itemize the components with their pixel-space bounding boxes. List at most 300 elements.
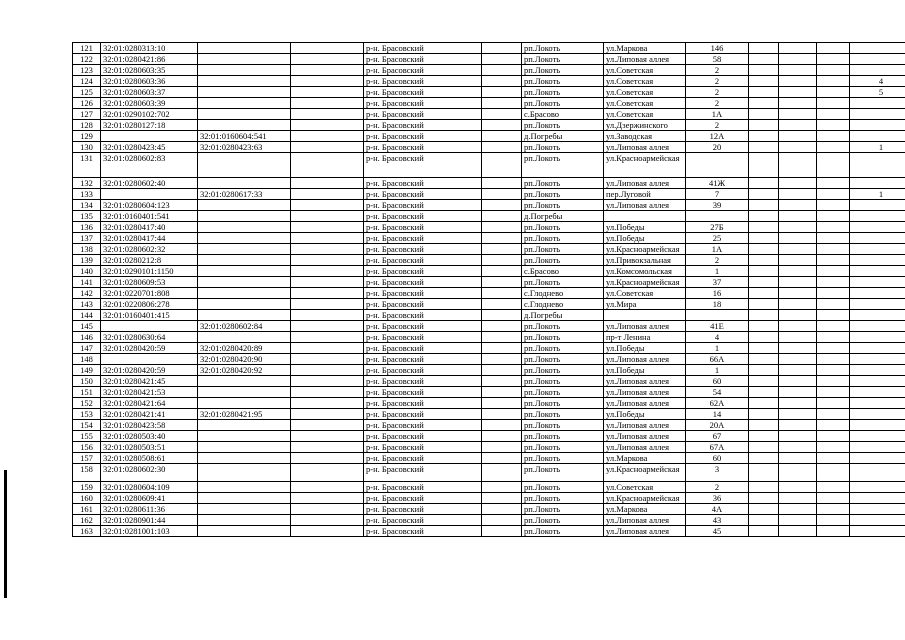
empty-cell: [482, 482, 522, 493]
empty-cell: [482, 420, 522, 431]
related-cadastral-cell: [198, 109, 291, 120]
related-cadastral-cell: 32:01:0280423:63: [198, 142, 291, 153]
related-cadastral-cell: [198, 493, 291, 504]
related-cadastral-cell: [198, 431, 291, 442]
empty-cell: [749, 153, 779, 178]
empty-cell: [291, 178, 364, 189]
settlement-cell: рп.Локоть: [522, 420, 604, 431]
cadastral-number-cell: 32:01:0280212:8: [101, 255, 198, 266]
empty-cell: [817, 365, 850, 376]
house-number-cell: 54: [686, 387, 749, 398]
cadastral-number-cell: 32:01:0280417:44: [101, 233, 198, 244]
empty-cell: [482, 120, 522, 131]
house-number-cell: 18: [686, 299, 749, 310]
empty-cell: [749, 332, 779, 343]
empty-cell: [779, 504, 817, 515]
extra-value-cell: [850, 482, 905, 493]
district-cell: р-н. Брасовский: [364, 288, 482, 299]
cadastral-number-cell: 32:01:0280421:86: [101, 54, 198, 65]
registry-rows: [73, 43, 905, 537]
empty-cell: [779, 244, 817, 255]
settlement-cell: рп.Локоть: [522, 87, 604, 98]
empty-cell: [749, 178, 779, 189]
empty-cell: [291, 504, 364, 515]
row-number-cell: 129: [73, 131, 101, 142]
table-row: [73, 87, 905, 98]
table-row: [73, 178, 905, 189]
empty-cell: [291, 142, 364, 153]
settlement-cell: с.Брасово: [522, 109, 604, 120]
extra-value-cell: [850, 442, 905, 453]
table-row: [73, 526, 905, 537]
district-cell: р-н. Брасовский: [364, 299, 482, 310]
empty-cell: [749, 387, 779, 398]
house-number-cell: 2: [686, 255, 749, 266]
row-number-cell: 151: [73, 387, 101, 398]
related-cadastral-cell: [198, 211, 291, 222]
empty-cell: [817, 54, 850, 65]
empty-cell: [749, 493, 779, 504]
cadastral-number-cell: 32:01:0280423:58: [101, 420, 198, 431]
row-number-cell: 140: [73, 266, 101, 277]
settlement-cell: рп.Локоть: [522, 431, 604, 442]
empty-cell: [482, 65, 522, 76]
table-row: [73, 332, 905, 343]
extra-value-cell: [850, 266, 905, 277]
settlement-cell: рп.Локоть: [522, 277, 604, 288]
house-number-cell: 2: [686, 87, 749, 98]
table-row: [73, 493, 905, 504]
empty-cell: [291, 131, 364, 142]
street-cell: ул.Красноармейская: [604, 153, 686, 178]
empty-cell: [749, 255, 779, 266]
empty-cell: [291, 244, 364, 255]
row-number-cell: 148: [73, 354, 101, 365]
empty-cell: [817, 222, 850, 233]
street-cell: ул.Привокзальная: [604, 255, 686, 266]
street-cell: ул.Дзержинского: [604, 120, 686, 131]
related-cadastral-cell: [198, 233, 291, 244]
house-number-cell: 66А: [686, 354, 749, 365]
extra-value-cell: [850, 310, 905, 321]
extra-value-cell: [850, 244, 905, 255]
row-number-cell: 135: [73, 211, 101, 222]
row-number-cell: 123: [73, 65, 101, 76]
empty-cell: [749, 365, 779, 376]
empty-cell: [817, 504, 850, 515]
table-row: [73, 354, 905, 365]
street-cell: ул.Липовая аллея: [604, 387, 686, 398]
empty-cell: [291, 109, 364, 120]
related-cadastral-cell: [198, 464, 291, 482]
cadastral-number-cell: 32:01:0280602:32: [101, 244, 198, 255]
settlement-cell: рп.Локоть: [522, 387, 604, 398]
district-cell: р-н. Брасовский: [364, 43, 482, 54]
settlement-cell: рп.Локоть: [522, 515, 604, 526]
extra-value-cell: [850, 54, 905, 65]
empty-cell: [749, 76, 779, 87]
empty-cell: [482, 255, 522, 266]
street-cell: ул.Липовая аллея: [604, 321, 686, 332]
cadastral-number-cell: [101, 189, 198, 200]
related-cadastral-cell: [198, 98, 291, 109]
empty-cell: [779, 189, 817, 200]
empty-cell: [817, 493, 850, 504]
related-cadastral-cell: [198, 76, 291, 87]
empty-cell: [291, 288, 364, 299]
empty-cell: [482, 493, 522, 504]
extra-value-cell: [850, 387, 905, 398]
empty-cell: [749, 244, 779, 255]
empty-cell: [482, 431, 522, 442]
table-row: [73, 464, 905, 482]
table-row: [73, 288, 905, 299]
empty-cell: [291, 453, 364, 464]
extra-value-cell: [850, 464, 905, 482]
row-number-cell: 162: [73, 515, 101, 526]
extra-value-cell: [850, 409, 905, 420]
table-row: [73, 131, 905, 142]
empty-cell: [817, 211, 850, 222]
row-number-cell: 128: [73, 120, 101, 131]
house-number-cell: 1: [686, 266, 749, 277]
street-cell: ул.Победы: [604, 233, 686, 244]
empty-cell: [749, 43, 779, 54]
related-cadastral-cell: [198, 87, 291, 98]
empty-cell: [291, 515, 364, 526]
extra-value-cell: [850, 153, 905, 178]
empty-cell: [749, 233, 779, 244]
cadastral-number-cell: 32:01:0220806:278: [101, 299, 198, 310]
settlement-cell: рп.Локоть: [522, 332, 604, 343]
district-cell: р-н. Брасовский: [364, 178, 482, 189]
empty-cell: [749, 120, 779, 131]
related-cadastral-cell: [198, 178, 291, 189]
empty-cell: [749, 310, 779, 321]
empty-cell: [482, 222, 522, 233]
empty-cell: [817, 120, 850, 131]
related-cadastral-cell: 32:01:0280421:95: [198, 409, 291, 420]
empty-cell: [291, 310, 364, 321]
empty-cell: [817, 233, 850, 244]
cadastral-number-cell: 32:01:0280603:36: [101, 76, 198, 87]
settlement-cell: рп.Локоть: [522, 178, 604, 189]
house-number-cell: 67: [686, 431, 749, 442]
row-number-cell: 145: [73, 321, 101, 332]
extra-value-cell: [850, 504, 905, 515]
street-cell: ул.Советская: [604, 76, 686, 87]
empty-cell: [482, 398, 522, 409]
settlement-cell: рп.Локоть: [522, 376, 604, 387]
empty-cell: [482, 464, 522, 482]
house-number-cell: 45: [686, 526, 749, 537]
table-row: [73, 504, 905, 515]
empty-cell: [482, 288, 522, 299]
related-cadastral-cell: [198, 420, 291, 431]
table-row: [73, 233, 905, 244]
row-number-cell: 136: [73, 222, 101, 233]
extra-value-cell: [850, 131, 905, 142]
settlement-cell: рп.Локоть: [522, 76, 604, 87]
settlement-cell: с.Глоднево: [522, 288, 604, 299]
settlement-cell: рп.Локоть: [522, 526, 604, 537]
settlement-cell: рп.Локоть: [522, 409, 604, 420]
street-cell: ул.Маркова: [604, 43, 686, 54]
house-number-cell: 27Б: [686, 222, 749, 233]
empty-cell: [291, 189, 364, 200]
empty-cell: [482, 354, 522, 365]
empty-cell: [817, 178, 850, 189]
empty-cell: [779, 153, 817, 178]
table-row: [73, 431, 905, 442]
empty-cell: [749, 464, 779, 482]
row-number-cell: 122: [73, 54, 101, 65]
street-cell: ул.Красноармейская: [604, 277, 686, 288]
settlement-cell: рп.Локоть: [522, 222, 604, 233]
street-cell: ул.Липовая аллея: [604, 515, 686, 526]
cadastral-number-cell: 32:01:0280603:39: [101, 98, 198, 109]
row-number-cell: 163: [73, 526, 101, 537]
cadastral-number-cell: 32:01:0280313:10: [101, 43, 198, 54]
extra-value-cell: [850, 354, 905, 365]
house-number-cell: 146: [686, 43, 749, 54]
empty-cell: [749, 288, 779, 299]
empty-cell: [291, 332, 364, 343]
empty-cell: [291, 222, 364, 233]
empty-cell: [749, 200, 779, 211]
house-number-cell: 16: [686, 288, 749, 299]
settlement-cell: рп.Локоть: [522, 200, 604, 211]
row-number-cell: 150: [73, 376, 101, 387]
row-number-cell: 125: [73, 87, 101, 98]
extra-value-cell: [850, 222, 905, 233]
empty-cell: [291, 420, 364, 431]
district-cell: р-н. Брасовский: [364, 526, 482, 537]
empty-cell: [749, 515, 779, 526]
district-cell: р-н. Брасовский: [364, 354, 482, 365]
empty-cell: [817, 277, 850, 288]
cadastral-number-cell: 32:01:0280421:53: [101, 387, 198, 398]
street-cell: ул.Победы: [604, 365, 686, 376]
table-row: [73, 200, 905, 211]
empty-cell: [291, 493, 364, 504]
district-cell: р-н. Брасовский: [364, 398, 482, 409]
empty-cell: [779, 354, 817, 365]
related-cadastral-cell: [198, 504, 291, 515]
empty-cell: [291, 299, 364, 310]
table-row: [73, 189, 905, 200]
district-cell: р-н. Брасовский: [364, 453, 482, 464]
extra-value-cell: [850, 453, 905, 464]
empty-cell: [817, 442, 850, 453]
empty-cell: [482, 142, 522, 153]
empty-cell: [482, 76, 522, 87]
house-number-cell: 36: [686, 493, 749, 504]
table-row: [73, 376, 905, 387]
empty-cell: [779, 109, 817, 120]
extra-value-cell: [850, 211, 905, 222]
empty-cell: [749, 376, 779, 387]
street-cell: ул.Липовая аллея: [604, 178, 686, 189]
empty-cell: [817, 131, 850, 142]
empty-cell: [817, 244, 850, 255]
empty-cell: [779, 142, 817, 153]
empty-cell: [779, 482, 817, 493]
empty-cell: [291, 65, 364, 76]
row-number-cell: 146: [73, 332, 101, 343]
district-cell: р-н. Брасовский: [364, 376, 482, 387]
empty-cell: [779, 526, 817, 537]
empty-cell: [291, 54, 364, 65]
district-cell: р-н. Брасовский: [364, 131, 482, 142]
cadastral-number-cell: 32:01:0280901:44: [101, 515, 198, 526]
empty-cell: [779, 43, 817, 54]
settlement-cell: рп.Локоть: [522, 255, 604, 266]
table-row: [73, 211, 905, 222]
empty-cell: [779, 420, 817, 431]
cadastral-number-cell: 32:01:0280604:109: [101, 482, 198, 493]
street-cell: [604, 211, 686, 222]
related-cadastral-cell: [198, 222, 291, 233]
street-cell: ул.Красноармейская: [604, 244, 686, 255]
street-cell: ул.Липовая аллея: [604, 420, 686, 431]
street-cell: [604, 310, 686, 321]
street-cell: ул.Красноармейская: [604, 493, 686, 504]
row-number-cell: 138: [73, 244, 101, 255]
related-cadastral-cell: [198, 288, 291, 299]
empty-cell: [749, 131, 779, 142]
row-number-cell: 158: [73, 464, 101, 482]
house-number-cell: 1А: [686, 109, 749, 120]
table-row: [73, 515, 905, 526]
table-row: [73, 299, 905, 310]
related-cadastral-cell: [198, 453, 291, 464]
empty-cell: [749, 504, 779, 515]
related-cadastral-cell: [198, 526, 291, 537]
empty-cell: [749, 354, 779, 365]
empty-cell: [482, 200, 522, 211]
empty-cell: [779, 515, 817, 526]
related-cadastral-cell: [198, 255, 291, 266]
row-number-cell: 131: [73, 153, 101, 178]
empty-cell: [817, 464, 850, 482]
related-cadastral-cell: [198, 266, 291, 277]
empty-cell: [482, 453, 522, 464]
street-cell: ул.Мира: [604, 299, 686, 310]
empty-cell: [749, 321, 779, 332]
row-number-cell: 130: [73, 142, 101, 153]
house-number-cell: 1А: [686, 244, 749, 255]
empty-cell: [749, 65, 779, 76]
empty-cell: [291, 233, 364, 244]
settlement-cell: рп.Локоть: [522, 354, 604, 365]
table-row: [73, 120, 905, 131]
related-cadastral-cell: [198, 244, 291, 255]
street-cell: ул.Липовая аллея: [604, 200, 686, 211]
cadastral-number-cell: 32:01:0280602:83: [101, 153, 198, 178]
cadastral-number-cell: 32:01:0160401:415: [101, 310, 198, 321]
empty-cell: [817, 299, 850, 310]
cadastral-number-cell: 32:01:0280420:59: [101, 365, 198, 376]
cadastral-number-cell: 32:01:0280423:45: [101, 142, 198, 153]
table-row: [73, 65, 905, 76]
district-cell: р-н. Брасовский: [364, 87, 482, 98]
related-cadastral-cell: [198, 515, 291, 526]
cadastral-number-cell: 32:01:0280417:40: [101, 222, 198, 233]
cadastral-number-cell: 32:01:0280609:53: [101, 277, 198, 288]
empty-cell: [817, 515, 850, 526]
table-row: [73, 310, 905, 321]
table-row: [73, 266, 905, 277]
empty-cell: [749, 277, 779, 288]
house-number-cell: 58: [686, 54, 749, 65]
house-number-cell: 43: [686, 515, 749, 526]
empty-cell: [779, 332, 817, 343]
empty-cell: [291, 365, 364, 376]
empty-cell: [817, 98, 850, 109]
empty-cell: [482, 43, 522, 54]
empty-cell: [779, 266, 817, 277]
table-row: [73, 98, 905, 109]
related-cadastral-cell: [198, 332, 291, 343]
empty-cell: [291, 200, 364, 211]
empty-cell: [779, 222, 817, 233]
empty-cell: [291, 431, 364, 442]
empty-cell: [749, 98, 779, 109]
house-number-cell: 37: [686, 277, 749, 288]
settlement-cell: д.Погребы: [522, 211, 604, 222]
extra-value-cell: [850, 332, 905, 343]
empty-cell: [779, 299, 817, 310]
extra-value-cell: [850, 200, 905, 211]
empty-cell: [482, 109, 522, 120]
table-row: [73, 277, 905, 288]
empty-cell: [482, 321, 522, 332]
empty-cell: [817, 482, 850, 493]
empty-cell: [482, 54, 522, 65]
extra-value-cell: [850, 526, 905, 537]
table-row: [73, 409, 905, 420]
house-number-cell: 67А: [686, 442, 749, 453]
empty-cell: [291, 43, 364, 54]
settlement-cell: рп.Локоть: [522, 233, 604, 244]
extra-value-cell: 5: [850, 87, 905, 98]
table-row: [73, 321, 905, 332]
extra-value-cell: [850, 43, 905, 54]
district-cell: р-н. Брасовский: [364, 504, 482, 515]
street-cell: ул.Советская: [604, 482, 686, 493]
settlement-cell: рп.Локоть: [522, 493, 604, 504]
related-cadastral-cell: [198, 277, 291, 288]
cadastral-number-cell: 32:01:0280609:41: [101, 493, 198, 504]
related-cadastral-cell: [198, 43, 291, 54]
row-number-cell: 154: [73, 420, 101, 431]
table-row: [73, 365, 905, 376]
street-cell: ул.Комсомольская: [604, 266, 686, 277]
district-cell: р-н. Брасовский: [364, 189, 482, 200]
empty-cell: [291, 343, 364, 354]
house-number-cell: 4: [686, 332, 749, 343]
street-cell: ул.Советская: [604, 288, 686, 299]
empty-cell: [482, 332, 522, 343]
empty-cell: [749, 299, 779, 310]
empty-cell: [779, 54, 817, 65]
extra-value-cell: [850, 288, 905, 299]
empty-cell: [749, 442, 779, 453]
empty-cell: [291, 266, 364, 277]
district-cell: р-н. Брасовский: [364, 464, 482, 482]
empty-cell: [817, 453, 850, 464]
